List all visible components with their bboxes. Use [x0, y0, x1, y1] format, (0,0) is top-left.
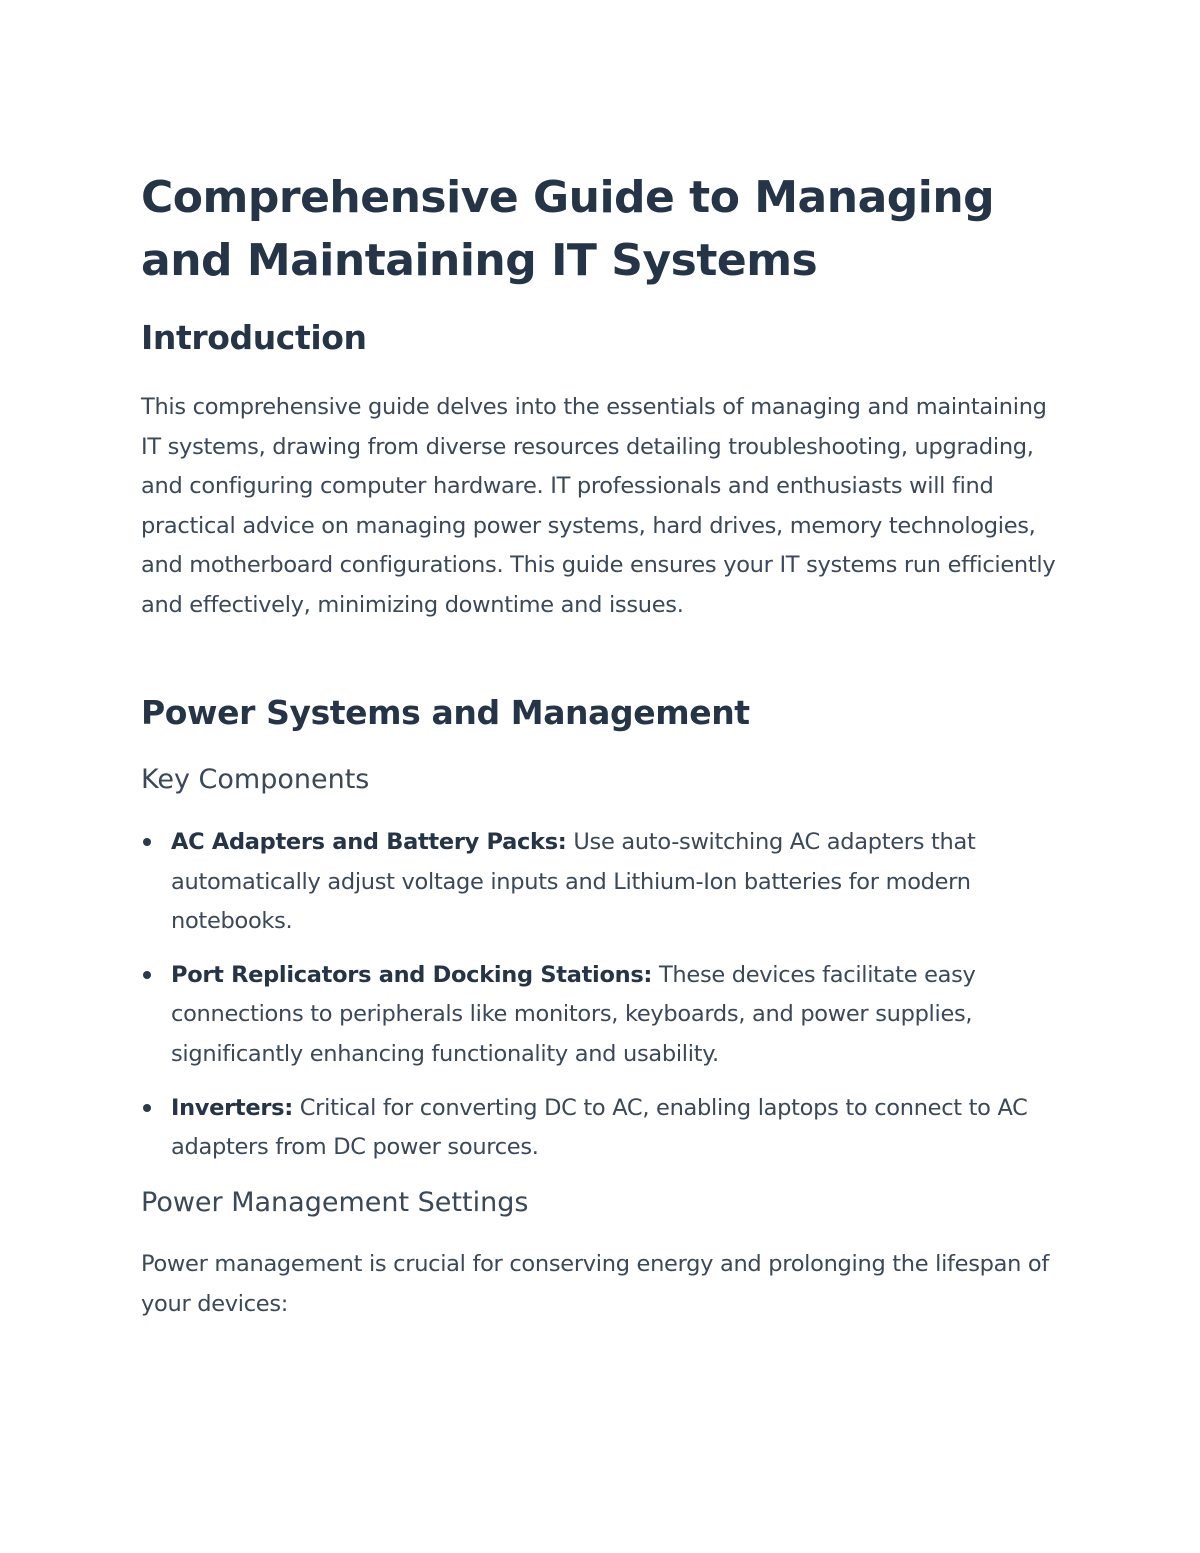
- list-item-term: AC Adapters and Battery Packs:: [171, 829, 567, 855]
- list-item: [141, 823, 1066, 942]
- power-management-settings-heading: Power Management Settings: [141, 1187, 529, 1218]
- list-item-text: These devices facilitate easy connections to peripherals like monitors, keyboards, and power supplies, significantly enhancing functionality and usability.: [171, 961, 976, 1067]
- bullet-icon: [143, 838, 151, 846]
- introduction-paragraph: This comprehensive guide delves into the essentials of managing and maintaining IT systems, drawing from diverse resources detailing troubleshooting, upgrading, and configuring computer hardware. IT professionals and enthusiasts will find practical advice on managing power systems, hard drives, memory technologies, and motherboard configurations. This guide ensures your IT systems run efficiently and effectively, minimizing downtime and issues.: [141, 394, 1056, 618]
- bullet-icon: [143, 1104, 151, 1112]
- list-item-text: Critical for converting DC to AC, enabling laptops to connect to AC adapters from DC power sources.: [171, 1094, 1028, 1161]
- power-systems-heading: Power Systems and Management: [141, 693, 750, 732]
- bullet-icon: [143, 971, 151, 979]
- key-components-heading: Key Components: [141, 764, 370, 795]
- list-item-term: Inverters:: [171, 1094, 293, 1121]
- power-management-paragraph: Power management is crucial for conserving energy and prolonging the lifespan of your devices:: [141, 1251, 1050, 1317]
- introduction-heading: Introduction: [141, 318, 367, 357]
- list-item: [141, 1089, 1066, 1168]
- list-item-term: Port Replicators and Docking Stations:: [171, 961, 653, 988]
- key-components-list: [141, 823, 1066, 1168]
- list-item: [141, 956, 1066, 1075]
- list-item-text: Use auto-switching AC adapters that automatically adjust voltage inputs and Lithium-Ion batteries for modern notebooks.: [171, 829, 976, 935]
- document-title: Comprehensive Guide to Managing and Maintaining IT Systems: [141, 172, 995, 286]
